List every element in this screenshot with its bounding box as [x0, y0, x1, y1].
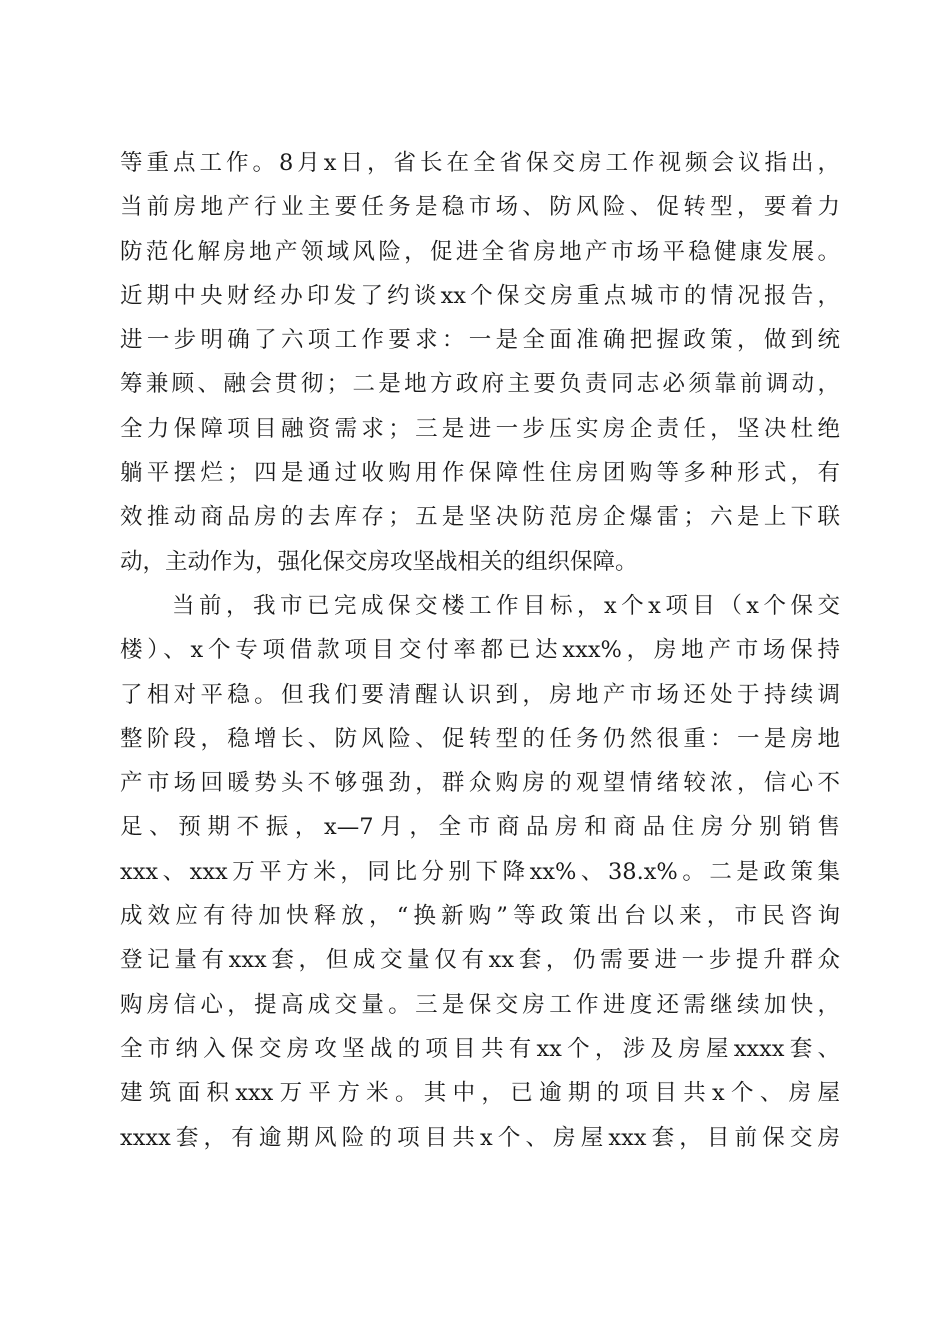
- text-line-15: 产市场回暖势头不够强劲，群众购房的观望情绪较浓，信心不: [120, 770, 840, 797]
- text-line-13: 了相对平稳。但我们要清醒认识到，房地产市场还处于持续调: [120, 681, 840, 708]
- text-line-22: 建筑面积xxx万平方米。其中，已逾期的项目共x个、房屋: [120, 1080, 840, 1107]
- text-line-9: 效推动商品房的去库存；五是坚决防范房企爆雷；六是上下联: [120, 504, 840, 531]
- text-line-4: 近期中央财经办印发了约谈xx个保交房重点城市的情况报告，: [120, 282, 840, 309]
- text-line-3: 防范化解房地产领域风险，促进全省房地产市场平稳健康发展。: [120, 238, 840, 265]
- text-line-17: xxx、xxx万平方米，同比分别下降xx%、38.x%。二是政策集: [120, 858, 840, 885]
- text-line-11: 当前，我市已完成保交楼工作目标，x个x项目（x个保交: [172, 592, 840, 619]
- text-line-19: 登记量有xxx套，但成交量仅有xx套，仍需要进一步提升群众: [120, 947, 840, 974]
- text-line-16: 足、预期不振，x—7月，全市商品房和商品住房分别销售: [120, 814, 840, 841]
- text-line-12: 楼）、x个专项借款项目交付率都已达xxx%，房地产市场保持: [120, 637, 840, 664]
- text-line-5: 进一步明确了六项工作要求：一是全面准确把握政策，做到统: [120, 327, 840, 354]
- text-line-2: 当前房地产行业主要任务是稳市场、防风险、促转型，要着力: [120, 194, 840, 221]
- text-line-23: xxxx套，有逾期风险的项目共x个、房屋xxx套，目前保交房: [120, 1124, 840, 1151]
- text-line-14: 整阶段，稳增长、防风险、促转型的任务仍然很重：一是房地: [120, 725, 840, 752]
- body-text: [120, 141, 840, 1160]
- text-line-6: 筹兼顾、融会贯彻；二是地方政府主要负责同志必须靠前调动，: [120, 371, 840, 398]
- text-line-21: 全市纳入保交房攻坚战的项目共有xx个，涉及房屋xxxx套、: [120, 1035, 840, 1062]
- text-line-18: 成效应有待加快释放，“换新购”等政策出台以来，市民咨询: [120, 903, 840, 930]
- text-line-10: 动，主动作为，强化保交房攻坚战相关的组织保障。: [120, 548, 638, 575]
- text-line-7: 全力保障项目融资需求；三是进一步压实房企责任，坚决杜绝: [120, 415, 840, 442]
- text-line-1: 等重点工作。8月x日，省长在全省保交房工作视频会议指出，: [120, 150, 840, 176]
- text-line-8: 躺平摆烂；四是通过收购用作保障性住房团购等多种形式，有: [120, 460, 840, 487]
- text-line-20: 购房信心，提高成交量。三是保交房工作进度还需继续加快，: [120, 991, 840, 1018]
